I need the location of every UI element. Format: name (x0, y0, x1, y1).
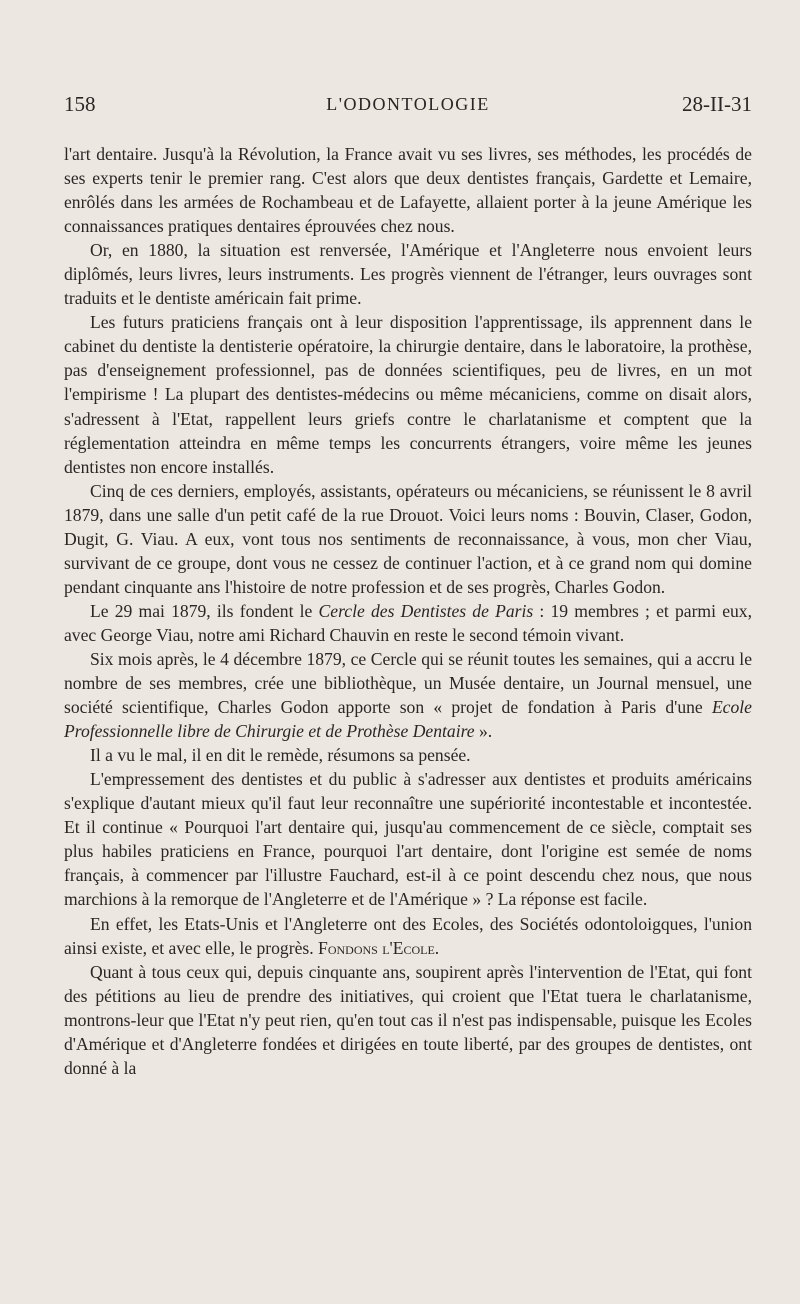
paragraph (64, 743, 752, 767)
paragraph (64, 310, 752, 478)
paragraph (64, 238, 752, 310)
journal-title: L'ODONTOLOGIE (326, 94, 490, 114)
text-segment: Or, en 1880, la situation est renversée, l'Amérique et l'Angleterre nous envoient leurs diplômés, leurs livres, leurs instruments. Les progrès viennent de l'étranger, leurs ouvrages sont traduits et le dentiste américain fait prime. (64, 240, 752, 309)
paragraph (64, 647, 752, 743)
body-text (64, 142, 752, 1080)
text-segment: Cinq de ces derniers, employés, assistants, opérateurs ou mécaniciens, se réunissent le 8 avril 1879, dans une salle d'un petit café de la rue Drouot. Voici leurs noms : Bouvin, Claser, Godon, Dugit, G. Viau. A eux, vont tous nos sentiments de reconnaissance, à vous, mon cher Viau, survivant de ce groupe, dont vous ne cessez de continuer l'action, et à ce grand nom qui domine pendant cinquante ans l'histoire de notre profession et de ses progrès, Charles Godon. (64, 480, 752, 597)
paragraph (64, 142, 752, 238)
text-segment: ». (474, 721, 493, 742)
text-segment: : 19 membres ; et parmi eux, avec George Viau, notre ami Richard Chauvin en reste le second témoin vivant. (64, 600, 752, 645)
paragraph (64, 479, 752, 599)
page-number: 158 (64, 92, 96, 116)
text-segment: Le 29 mai 1879, ils fondent le (90, 600, 319, 621)
text-segment: Quant à tous ceux qui, depuis cinquante ans, soupirent après l'intervention de l'Etat, qui font des pétitions au lieu de prendre des initiatives, qui croient que l'Etat tuera le charlatanisme, montrons-leur que l'Etat n'y peut rien, qu'en tout cas il n'est pas indispensable, puisque les Ecoles d'Amérique et d'Angleterre fondées et dirigées en toute liberté, par des groupes de dentistes, ont donné à la (64, 961, 752, 1078)
small-caps-text: Fondons l'Ecole. (318, 937, 440, 958)
text-segment: Six mois après, le 4 décembre 1879, ce Cercle qui se réunit toutes les semaines, qui a accru le nombre de ses membres, crée une bibliothèque, un Musée dentaire, un Journal mensuel, une société scientifique, Charles Godon apporte son « projet de fondation à Paris d'une (64, 648, 752, 718)
text-segment: En effet, les Etats-Unis et l'Angleterre ont des Ecoles, des Sociétés odontoloigques, l'union ainsi existe, et avec elle, le progrès. (64, 913, 752, 958)
text-segment: Les futurs praticiens français ont à leur disposition l'apprentissage, ils apprennent dans le cabinet du dentiste la dentisterie opératoire, la chirurgie dentaire, dans le laboratoire, la prothèse, pas d'enseignement professionnel, pas de données scientifiques, peu de livres, en un mot l'empirisme ! La plupart des dentistes-médecins ou même mécaniciens, comme on disait alors, s'adressent à l'Etat, rappellent leurs griefs contre le charlatanisme et comptent que la réglementation atteindra en même temps les concurrents étrangers, voire même les jeunes dentistes non encore installés. (64, 312, 752, 477)
paragraph (64, 767, 752, 911)
italic-title: Ecole Professionnelle libre de Chirurgie et de Prothèse Dentaire (64, 697, 752, 742)
paragraph (64, 960, 752, 1080)
issue-date: 28-II-31 (682, 92, 752, 116)
paragraph (64, 912, 752, 960)
text-segment: l'art dentaire. Jusqu'à la Révolution, la France avait vu ses livres, ses méthodes, les procédés de ses experts tenir le premier rang. C'est alors que deux dentistes français, Gardette et Lemaire, enrôlés dans les armées de Rochambeau et de Lafayette, allaient porter à la jeune Amérique les connaissances pratiques dentaires éprouvées chez nous. (64, 144, 752, 237)
text-segment: L'empressement des dentistes et du public à s'adresser aux dentistes et produits américains s'explique d'autant mieux qu'il faut leur reconnaître une supériorité incontestable et incontestée. Et il continue « Pourquoi l'art dentaire qui, jusqu'au commencement de ce siècle, comptait ses plus habiles praticiens en France, pourquoi l'art dentaire, dont l'origine est semée de noms français, à commencer par l'illustre Fauchard, est-il à ce point descendu chez nous, que nous marchions à la remorque de l'Angleterre et de l'Amérique » ? La réponse est facile. (64, 769, 752, 910)
paragraph (64, 599, 752, 647)
text-segment: Il a vu le mal, il en dit le remède, résumons sa pensée. (90, 745, 471, 766)
running-header (64, 92, 752, 122)
italic-title: Cercle des Dentistes de Paris (318, 600, 534, 621)
